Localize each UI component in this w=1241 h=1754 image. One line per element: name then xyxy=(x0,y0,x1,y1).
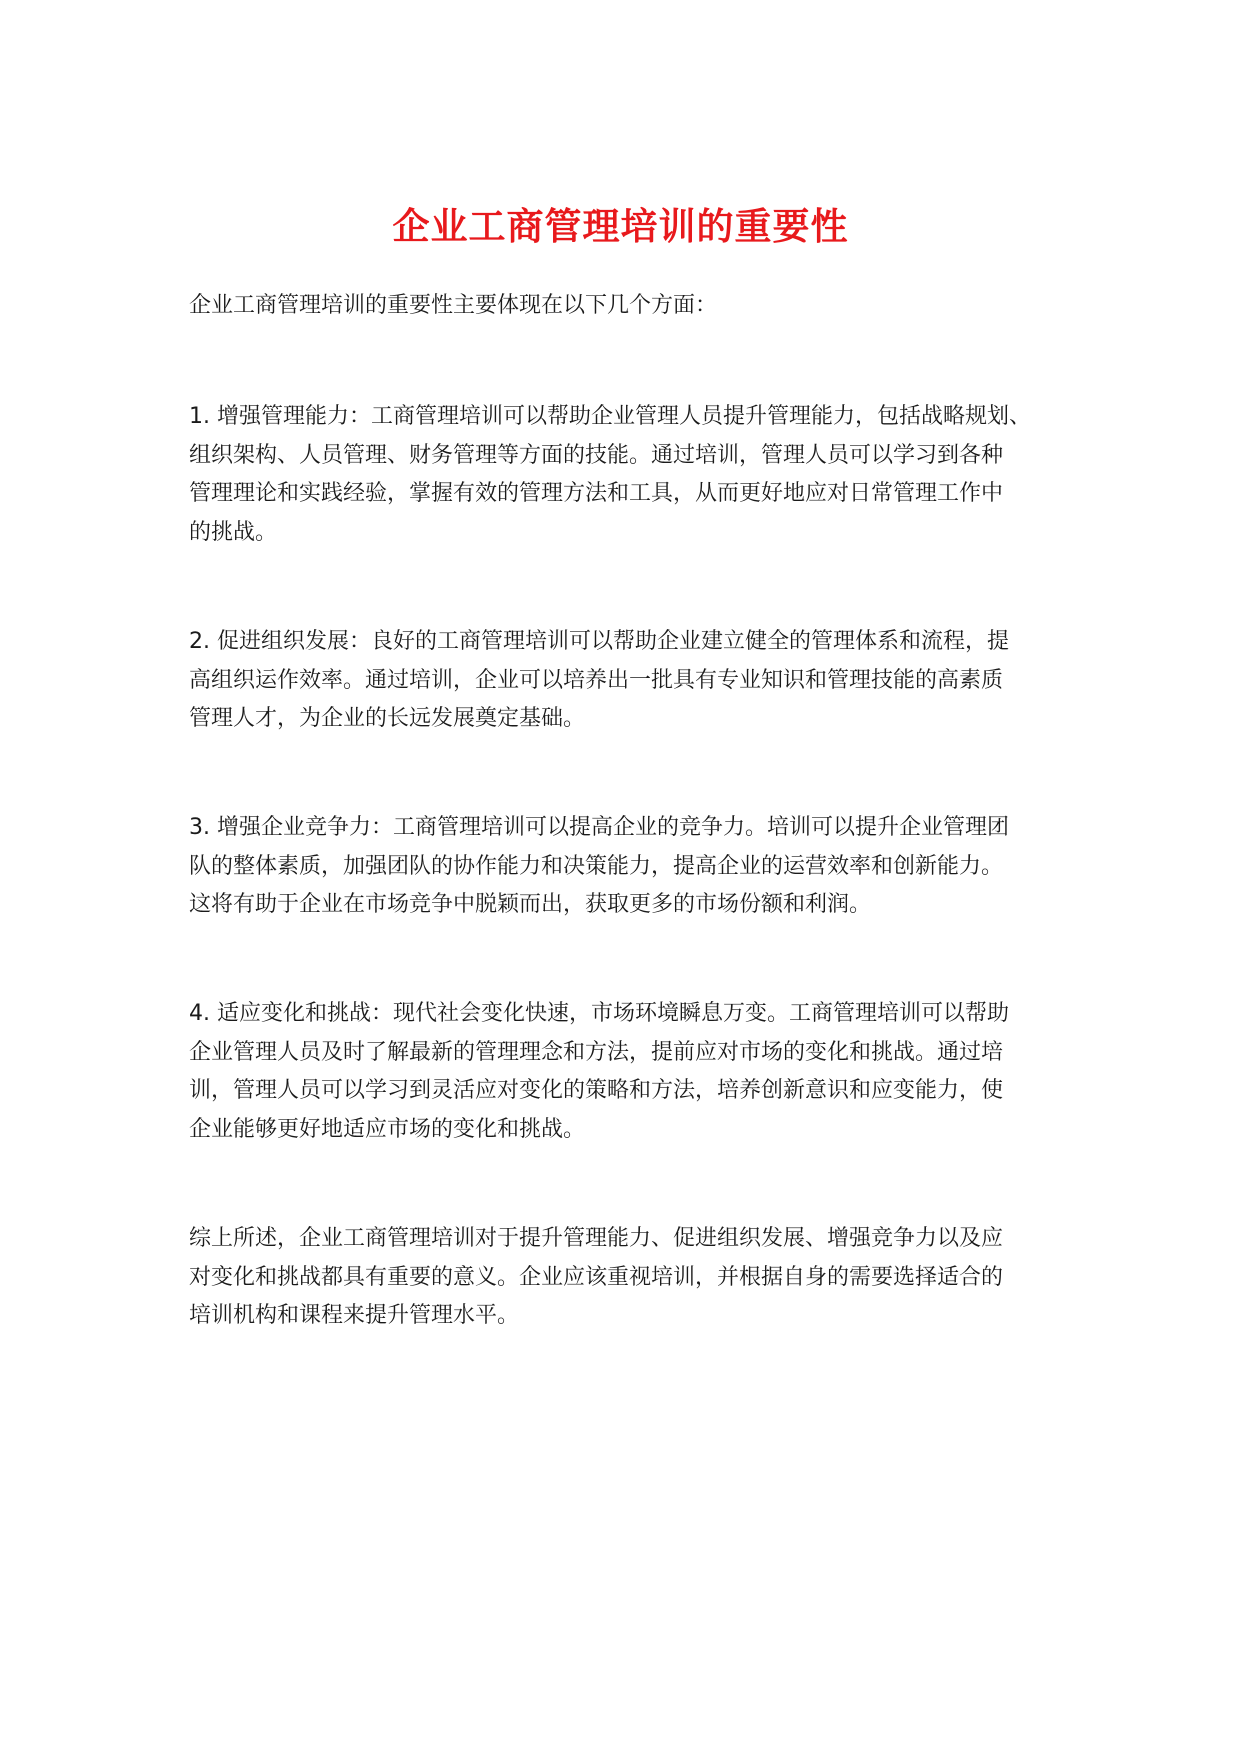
paragraph-line: 1. 增强管理能力：工商管理培训可以帮助企业管理人员提升管理能力，包括战略规划、 xyxy=(189,404,1031,429)
paragraph-line: 企业能够更好地适应市场的变化和挑战。 xyxy=(189,1116,586,1142)
paragraph-line: 管理理论和实践经验，掌握有效的管理方法和工具，从而更好地应对日常管理工作中 xyxy=(189,481,1004,506)
paragraph-line: 对变化和挑战都具有重要的意义。企业应该重视培训，并根据自身的需要选择适合的 xyxy=(189,1264,1004,1290)
intro-line: 企业工商管理培训的重要性主要体现在以下几个方面： xyxy=(189,293,718,318)
paragraph-line: 队的整体素质，加强团队的协作能力和决策能力，提高企业的运营效率和创新能力。 xyxy=(189,853,1004,879)
paragraph-2 xyxy=(189,623,1069,739)
paragraph-line: 组织架构、人员管理、财务管理等方面的技能。通过培训，管理人员可以学习到各种 xyxy=(189,442,1004,468)
paragraph-line: 这将有助于企业在市场竞争中脱颖而出，获取更多的市场份额和利润。 xyxy=(189,892,872,917)
paragraph-line: 管理人才，为企业的长远发展奠定基础。 xyxy=(189,706,586,731)
document-title: 企业工商管理培训的重要性 xyxy=(392,204,849,248)
intro-paragraph xyxy=(189,287,1069,326)
paragraph-line: 高组织运作效率。通过培训，企业可以培养出一批具有专业知识和管理技能的高素质 xyxy=(189,667,1004,693)
paragraph-line: 培训机构和课程来提升管理水平。 xyxy=(189,1303,520,1328)
paragraph-line: 2. 促进组织发展：良好的工商管理培训可以帮助企业建立健全的管理体系和流程，提 xyxy=(189,629,1009,654)
paragraph-line: 综上所述，企业工商管理培训对于提升管理能力、促进组织发展、增强竞争力以及应 xyxy=(189,1226,1004,1251)
paragraph-4 xyxy=(189,995,1069,1149)
paragraph-line: 4. 适应变化和挑战：现代社会变化快速，市场环境瞬息万变。工商管理培训可以帮助 xyxy=(189,1001,1009,1026)
paragraph-1 xyxy=(189,398,1069,552)
paragraph-line: 训，管理人员可以学习到灵活应对变化的策略和方法，培养创新意识和应变能力，使 xyxy=(189,1078,1004,1103)
paragraph-line: 3. 增强企业竞争力：工商管理培训可以提高企业的竞争力。培训可以提升企业管理团 xyxy=(189,815,1009,840)
paragraph-line: 的挑战。 xyxy=(189,519,278,545)
paragraph-line: 企业管理人员及时了解最新的管理理念和方法，提前应对市场的变化和挑战。通过培 xyxy=(189,1039,1004,1065)
conclusion-paragraph xyxy=(189,1220,1069,1336)
paragraph-3 xyxy=(189,809,1069,925)
